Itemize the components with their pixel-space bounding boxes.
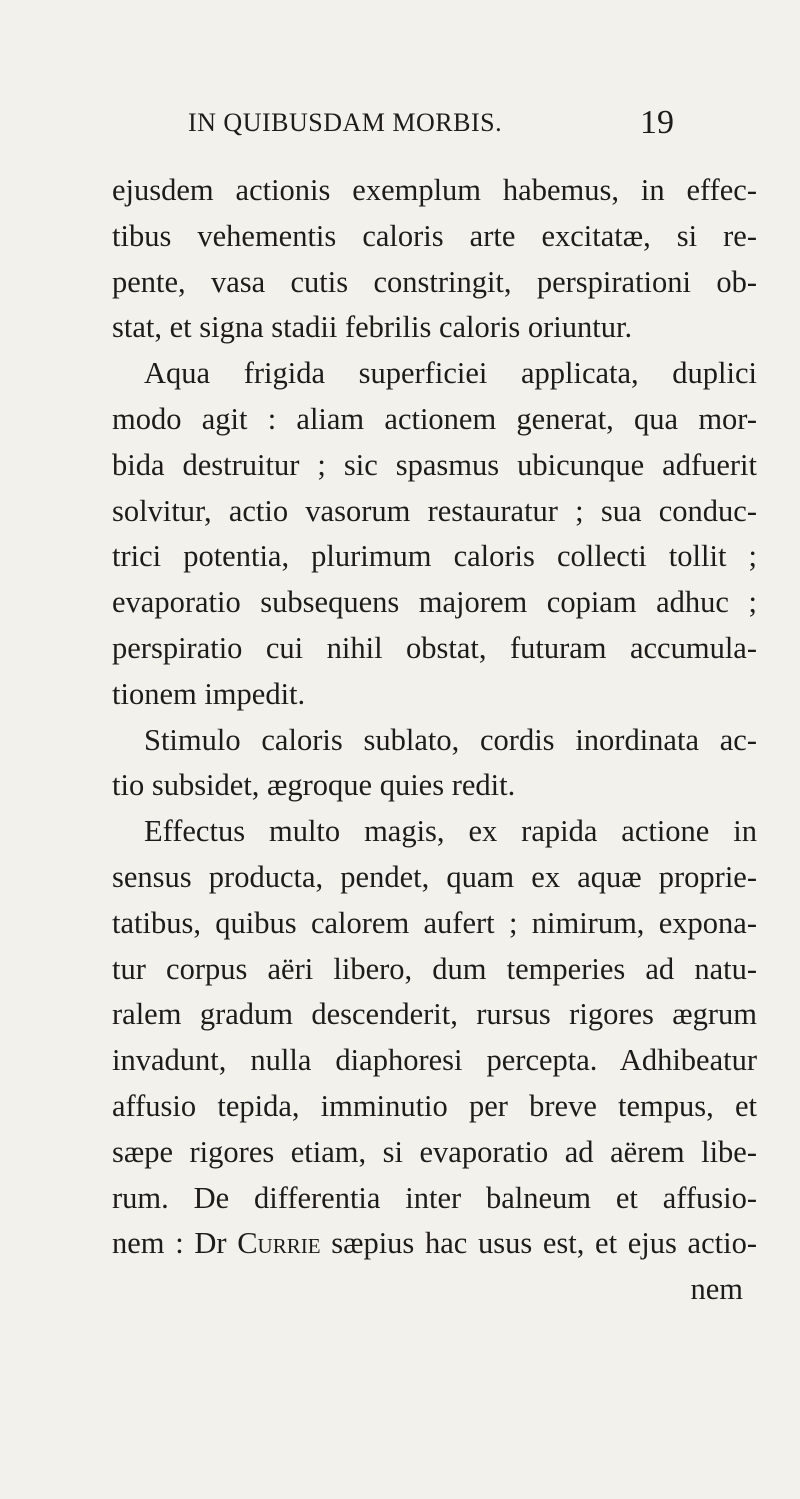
text-line-1: ejusdem actionis exemplum habemus, in effec- — [112, 173, 757, 207]
text-line-7: bida destruitur ; sic spasmus ubicunque adfuerit — [112, 447, 757, 482]
running-title: IN QUIBUSDAM MORBIS. — [188, 108, 503, 137]
text-line-23: rum. De differentia inter balneum et affusio- — [112, 1180, 757, 1215]
text-line-15: Effectus multo magis, ex rapida actione in — [144, 814, 757, 849]
text-line-3: pente, vasa cutis constringit, perspirationi ob- — [112, 264, 757, 299]
page-number: 19 — [640, 104, 674, 141]
text-line-24-prefix: nem : Dr — [112, 1226, 238, 1261]
text-line-5: Aqua frigida superficiei applicata, duplici — [144, 356, 757, 391]
text-line-19: ralem gradum descenderit, rursus rigores ægrum — [112, 997, 757, 1032]
text-line-14: tio subsidet, ægroque quies redit. — [112, 768, 516, 803]
text-line-13: Stimulo caloris sublato, cordis inordinata ac- — [144, 722, 757, 757]
text-line-4: stat, et signa stadii febrilis caloris oriuntur. — [112, 310, 633, 345]
text-line-12: tionem impedit. — [112, 676, 306, 711]
text-line-17: tatibus, quibus calorem aufert ; nimirum, expona- — [112, 905, 757, 940]
catchword: nem — [690, 1272, 743, 1307]
text-line-11: perspiratio cui nihil obstat, futuram accumula- — [112, 630, 757, 665]
text-line-2: tibus vehementis caloris arte excitatæ, si re- — [112, 218, 757, 253]
text-line-24 — [112, 1221, 757, 1267]
text-line-16: sensus producta, pendet, quam ex aquæ proprie- — [112, 859, 757, 894]
running-head — [0, 104, 800, 148]
text-line-20: invadunt, nulla diaphoresi percepta. Adhibeatur — [112, 1043, 757, 1078]
text-line-9: trici potentia, plurimum caloris collecti tollit ; — [112, 539, 757, 574]
text-line-22: sæpe rigores etiam, si evaporatio ad aërem libe- — [112, 1134, 757, 1169]
text-line-8: solvitur, actio vasorum restauratur ; sua conduc- — [112, 493, 757, 528]
text-line-24-suffix: sæpius hac usus est, et ejus actio- — [320, 1226, 757, 1261]
text-line-21: affusio tepida, imminutio per breve tempus, et — [112, 1088, 757, 1123]
text-line-6: modo agit : aliam actionem generat, qua mor- — [112, 401, 757, 436]
body-text — [112, 168, 757, 1313]
text-line-10: evaporatio subsequens majorem copiam adhuc ; — [112, 585, 757, 620]
text-line-18: tur corpus aëri libero, dum temperies ad natu- — [112, 951, 757, 986]
author-name-currie: Currie — [237, 1226, 321, 1261]
